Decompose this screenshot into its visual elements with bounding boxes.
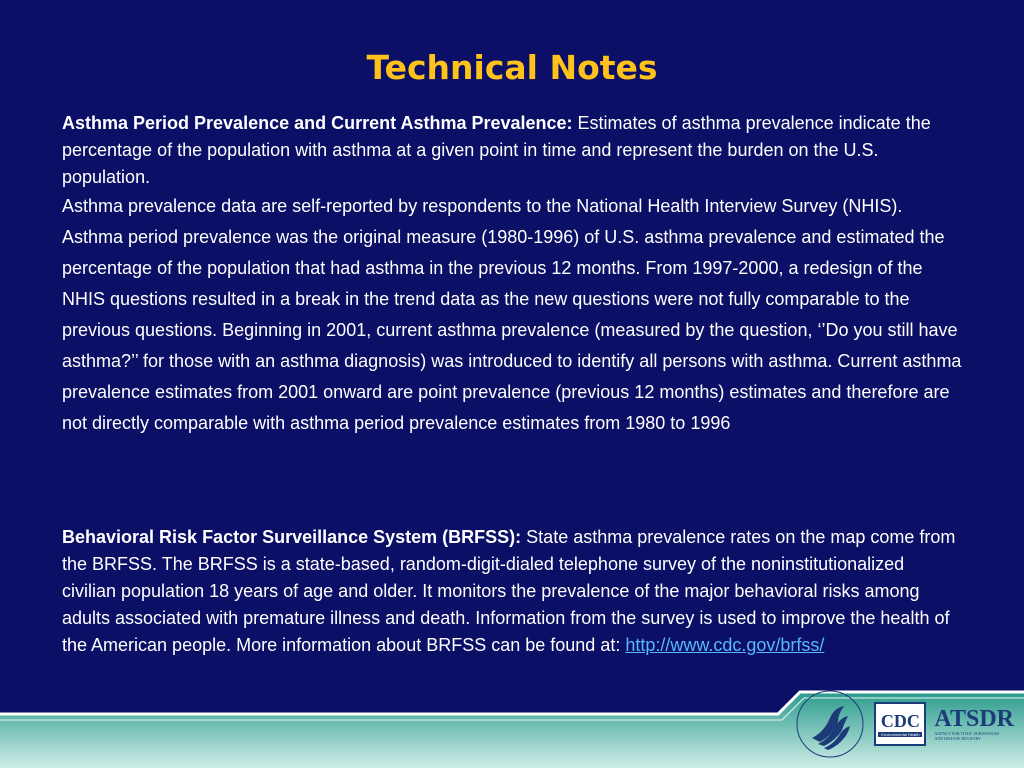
asthma-prevalence-details: Asthma prevalence data are self-reported by respondents to the National Health Interview Survey (NHIS). Asthma period prevalence was the original measure (1980-1996) of U.S. asthma prevalence and estimated the percentage of the population that had asthma in the previous 12 months. From 1997-2000, a redesign of the NHIS questions resulted in a break in the trend data as the new questions were not fully comparable to the previous questions. Beginning in 2001, current asthma prevalence (measured by the question, ‘’Do you still have asthma?’’ for those with an asthma diagnosis) was introduced to identify all persons with asthma. Current asthma prevalence estimates from 2001 onward are point prevalence (previous 12 months) estimates and therefore are not directly comparable with asthma period prevalence estimates from 1980 to 1996 bbox=[62, 196, 962, 433]
brfss-heading: Behavioral Risk Factor Surveillance System (BRFSS): bbox=[62, 527, 522, 547]
atsdr-logo-subtext: AGENCY FOR TOXIC SUBSTANCES AND DISEASE REGISTRY bbox=[934, 731, 1000, 741]
asthma-prevalence-heading: Asthma Period Prevalence and Current Asthma Prevalence: bbox=[62, 113, 573, 133]
brfss-link[interactable]: http://www.cdc.gov/brfss/ bbox=[625, 635, 825, 655]
brfss-text: State asthma prevalence rates on the map come from the BRFSS. The BRFSS is a state-based, random-digit-dialed telephone survey of the noninstitutionalized civilian population 18 years of age and older. It monitors the prevalence of the major behavioral risks among adults associated with premature illness and death. Information from the survey is used to improve the health of the American people. More information about BRFSS can be found at: bbox=[62, 527, 956, 655]
brfss-section bbox=[62, 524, 962, 659]
cdc-logo-text: CDC bbox=[880, 710, 920, 731]
atsdr-logo bbox=[934, 707, 1014, 741]
hhs-seal-icon bbox=[794, 688, 866, 760]
cdc-logo-subtext: Environmental Health bbox=[878, 732, 922, 737]
atsdr-logo-text: ATSDR bbox=[934, 706, 1014, 732]
slide-title: Technical Notes bbox=[366, 48, 658, 87]
logo-group bbox=[794, 686, 1014, 762]
asthma-prevalence-text: Estimates of asthma prevalence indicate the percentage of the population with asthma at a given point in time and represent the burden on the U.S. population. bbox=[62, 113, 931, 187]
cdc-logo bbox=[874, 702, 926, 746]
asthma-prevalence-definition bbox=[62, 110, 962, 191]
